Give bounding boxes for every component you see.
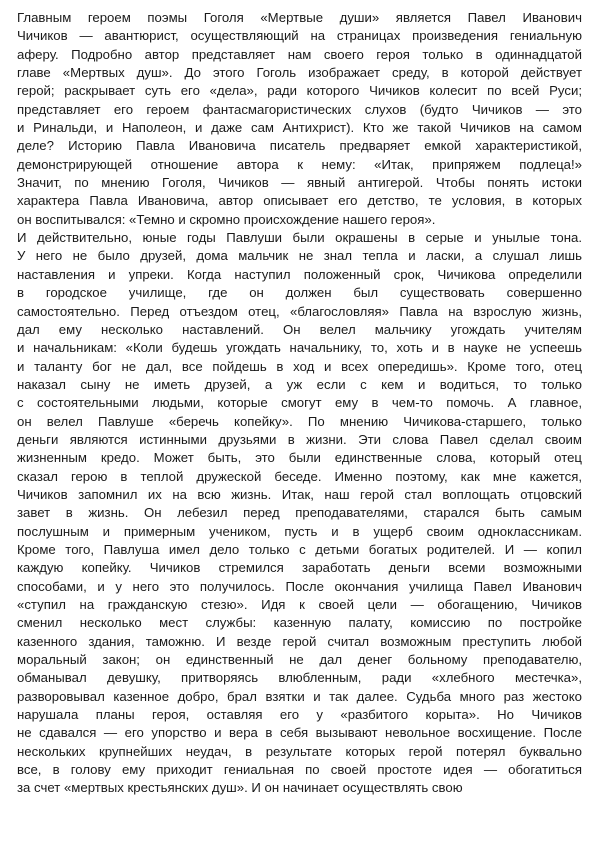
- text-line: главе «Мертвых душ». До этого Гоголь изображает среду, в которой действует: [17, 65, 582, 81]
- text-line: в городское училище, где он должен был существовать совершенно: [17, 285, 582, 301]
- text-line: завет в жизнь. Он лебезил перед преподавателями, старался быть самым: [17, 505, 582, 521]
- text-line: И действительно, юные годы Павлуши были окрашены в серые и унылые тона.: [17, 230, 582, 246]
- text-line: способами, и у него это получилось. После окончания училища Павел Иванович: [17, 578, 582, 594]
- text-line: Чичиков запомнил их на всю жизнь. Итак, наш герой стал воплощать отцовский: [17, 486, 582, 502]
- text-line: наказал сыну не иметь друзей, а уж если с кем и водиться, то только: [17, 376, 582, 392]
- text-line: моральный закон; он единственный не дал денег больному преподавателю,: [17, 652, 582, 668]
- text-line: характера Павла Ивановича, автор описывает его детство, те условия, в которых: [17, 193, 582, 209]
- text-line: Кроме того, Павлуша имел дело только с детьми богатых родителей. И — копил: [17, 541, 582, 557]
- text-line: не сдавался — его упорство и вера в себя вызывают невольное восхищение. После: [17, 725, 582, 741]
- text-line: и Ринальди, и Наполеон, и даже сам Антихрист). Кто же такой Чичиков на самом: [17, 120, 582, 136]
- text-line: аферу. Подробно автор представляет нам своего героя только в одиннадцатой: [17, 46, 582, 62]
- text-line: сказал герою в теплой дружеской беседе. Именно поэтому, как мне кажется,: [17, 468, 582, 484]
- text-line: он велел Павлуше «беречь копейку». По мнению Чичикова-старшего, только: [17, 413, 582, 429]
- text-line: и таланту бог не дал, все пойдешь в ход и всех опередишь». Кроме того, отец: [17, 358, 582, 374]
- text-line: жизненным кредо. Может быть, это были единственные слова, который отец: [17, 450, 582, 466]
- text-line: нарушала планы героя, оставляя его у «разбитого корыта». Но Чичиков: [17, 707, 582, 723]
- text-line: с состоятельными людьми, которые смогут ему в чем-то помочь. А главное,: [17, 395, 582, 411]
- text-line: демонстрирующей отношение автора к нему: «Итак, припряжем подлеца!»: [17, 156, 582, 172]
- text-line: самостоятельно. Перед отъездом отец, «благословляя» Павла на взрослую жизнь,: [17, 303, 582, 319]
- essay-text: [17, 9, 582, 798]
- text-line: наставления и упреки. Когда наступил положенный срок, Чичикова определили: [17, 266, 582, 282]
- text-line: казенного здания, таможню. И везде герой считал возможным преступить любой: [17, 633, 582, 649]
- text-line: Главным героем поэмы Гоголя «Мертвые души» является Павел Иванович: [17, 10, 582, 25]
- text-line: Чичиков — авантюрист, осуществляющий на страницах произведения гениальную: [17, 28, 582, 44]
- text-line: сменил несколько мест службы: казенную палату, комиссию по постройке: [17, 615, 582, 631]
- text-line: «ступил на гражданскую стезю». Идя к своей цели — обогащению, Чичиков: [17, 597, 582, 612]
- text-line: нескольких крупнейших неудач, в результате которых герой потерял буквально: [17, 743, 582, 759]
- text-line: разворовывал казенное добро, брал взятки и так далее. Судьба много раз жестоко: [17, 688, 582, 704]
- text-line: герой; раскрывает суть его «дела», ради которого Чичиков колесит по всей Руси;: [17, 83, 582, 99]
- text-line: деньги являются истинными друзьями в жизни. Эти слова Павел сделал своим: [17, 431, 582, 447]
- text-line: дал ему несколько наставлений. Он велел мальчику угождать учителям: [17, 321, 582, 337]
- text-line: обманывал девушку, притворяясь влюбленным, ради «хлебного местечка»,: [17, 670, 582, 686]
- text-line: представляет его героем фантасмагористических слухов (будто Чичиков — это: [17, 101, 582, 117]
- text-line: он воспитывался: «Темно и скромно происхождение нашего героя».: [17, 211, 436, 227]
- text-line: все, в голову ему приходит гениальная по своей простоте идея — обогатиться: [17, 762, 582, 778]
- text-line: У него не было друзей, дома мальчик не знал тепла и ласки, а слушал лишь: [17, 248, 582, 264]
- text-line: за счет «мертвых крестьянских душ». И он начинает осуществлять свою: [17, 780, 463, 796]
- text-line: и начальникам: «Коли будешь угождать начальнику, то, хоть и в науке не успеешь: [17, 340, 582, 356]
- text-line: каждую копейку. Чичиков стремился заработать деньги всеми возможными: [17, 560, 582, 576]
- text-line: деле? Историю Павла Ивановича писатель предваряет емкой характеристикой,: [17, 138, 582, 154]
- text-line: послушным и примерным учеником, пусть и в ущерб своим одноклассникам.: [17, 523, 582, 539]
- text-line: Значит, по мнению Гоголя, Чичиков — явный антигерой. Чтобы понять истоки: [17, 175, 582, 191]
